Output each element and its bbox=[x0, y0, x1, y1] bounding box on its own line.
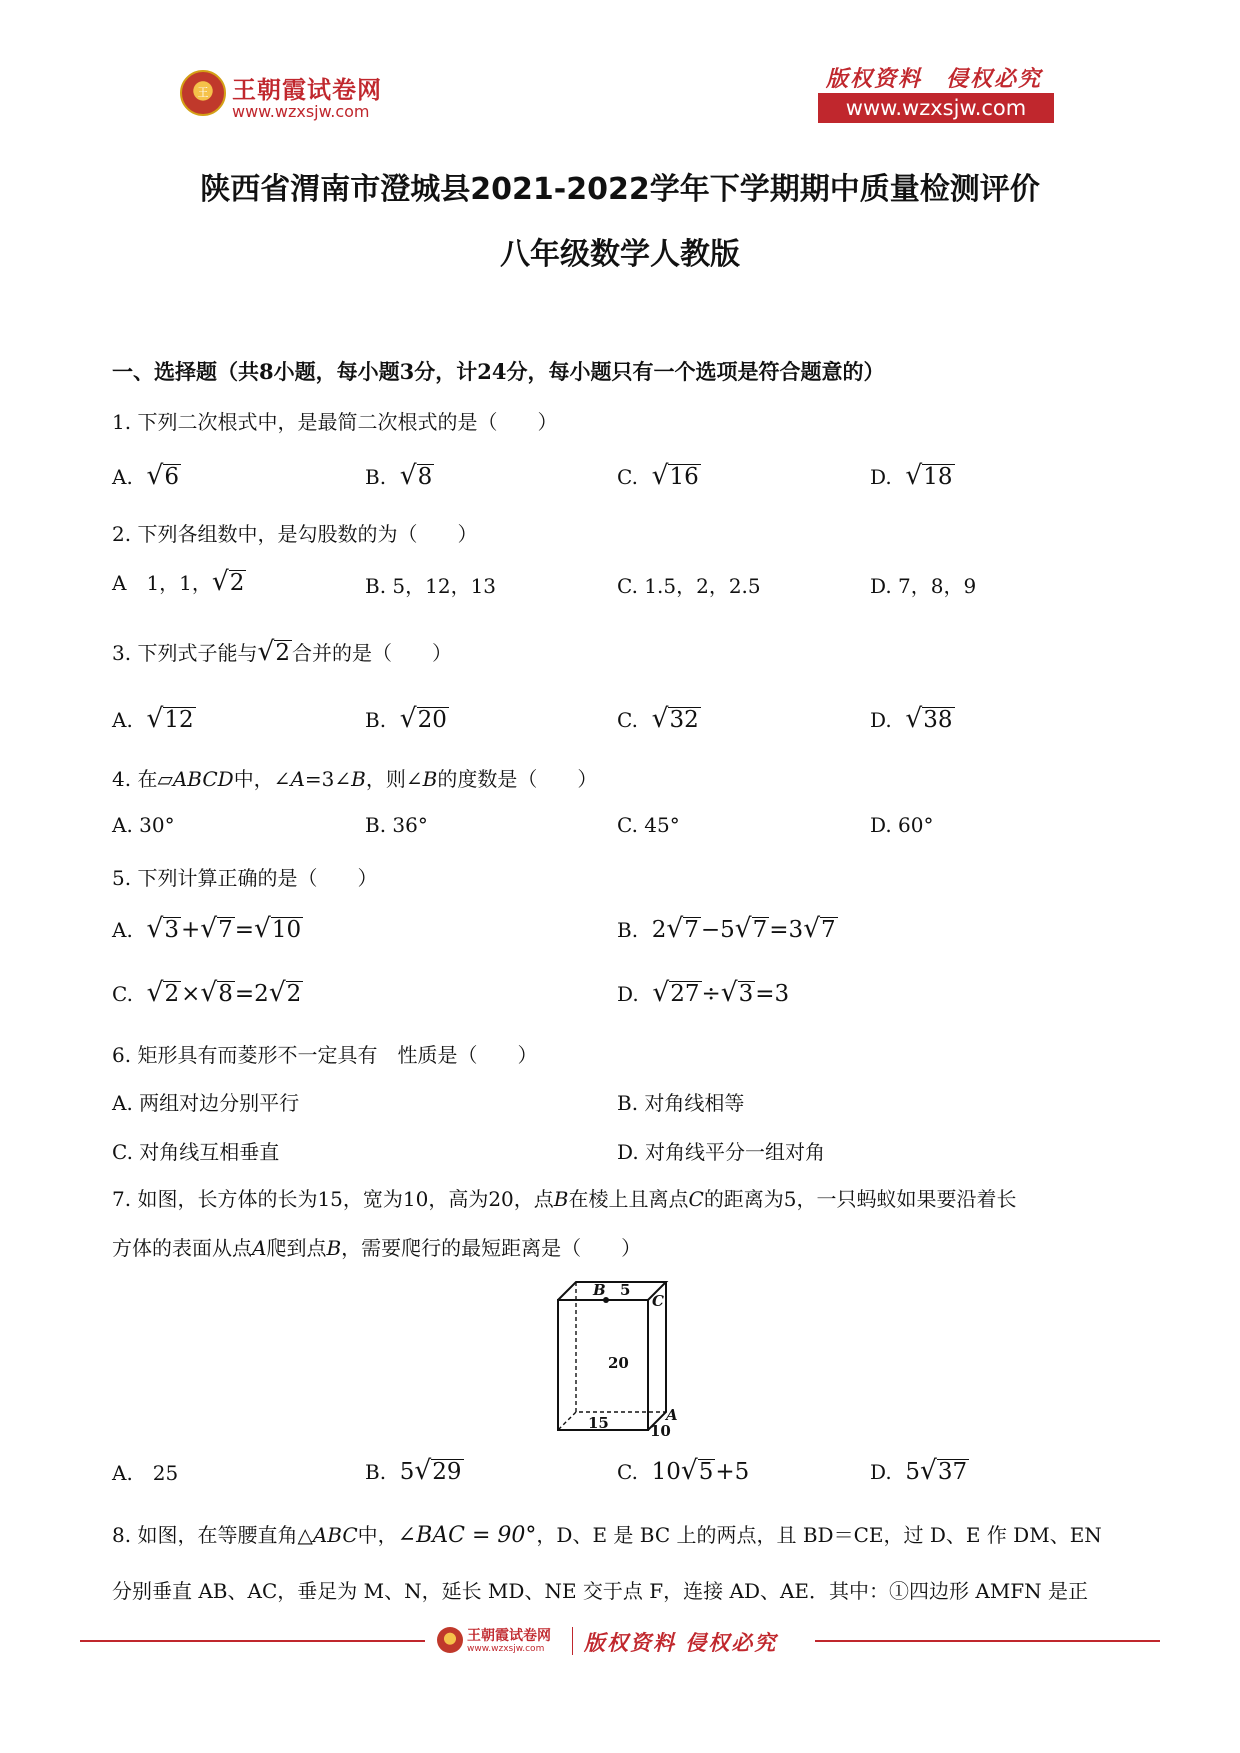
question-4-option-a: A. 30° bbox=[112, 813, 175, 837]
radicand: 8 bbox=[218, 981, 233, 1007]
footer-divider-left bbox=[80, 1640, 425, 1642]
exam-title: 陕西省渭南市澄城县2021-2022学年下学期期中质量检测评价 bbox=[200, 172, 1040, 207]
question-4-option-c: C. 45° bbox=[617, 813, 680, 837]
radicand: 32 bbox=[669, 707, 699, 733]
cuboid-hidden-edge bbox=[558, 1412, 576, 1430]
footer-divider-right bbox=[815, 1640, 1160, 1642]
option-label: C. bbox=[617, 708, 638, 732]
question-2-option-b: B. 5，12，13 bbox=[365, 574, 497, 598]
stem-var: B bbox=[351, 767, 366, 791]
label-b: B bbox=[593, 1281, 606, 1299]
cuboid-front-face bbox=[558, 1300, 648, 1430]
operator: −5 bbox=[700, 917, 735, 943]
coefficient: 2 bbox=[651, 917, 667, 943]
option-label: A. bbox=[112, 918, 133, 942]
angle-expression: ∠BAC = 90° bbox=[397, 1523, 537, 1548]
radicand: 27 bbox=[670, 981, 700, 1007]
stem-var: B bbox=[553, 1187, 569, 1211]
footer-site-url: www.wzxsjw.com bbox=[467, 1644, 545, 1654]
radicand: 18 bbox=[923, 464, 953, 490]
option-label: B. bbox=[365, 465, 387, 489]
stem-text: 的距离为5，一只蚂蚁如果要沿着长 bbox=[703, 1187, 1017, 1211]
stem-text: 爬到点 bbox=[266, 1236, 327, 1260]
stem-text: ，D、E 是 BC 上的两点，且 BD＝CE，过 D、E 作 DM、EN bbox=[536, 1523, 1102, 1547]
question-2-option-d: D. 7，8，9 bbox=[870, 574, 977, 598]
question-7-option-a: A. 25 bbox=[112, 1461, 179, 1485]
cuboid-top-face bbox=[558, 1282, 666, 1300]
question-7-option-d: D. 5√37 bbox=[870, 1455, 968, 1486]
radicand: 2 bbox=[164, 981, 180, 1007]
option-label: D. bbox=[870, 708, 892, 732]
question-2-option-a: A 1，1，√2 bbox=[112, 566, 245, 597]
option-label: A. bbox=[112, 465, 133, 489]
stem-text: ，需要爬行的最短距离是（ ） bbox=[341, 1236, 642, 1260]
question-1-option-a: A. √6 bbox=[112, 460, 179, 491]
question-3-option-a: A. √12 bbox=[112, 703, 194, 734]
question-6-option-c: C. 对角线互相垂直 bbox=[112, 1140, 280, 1164]
copyright-notice: 版权资料 侵权必究 bbox=[826, 66, 1043, 92]
radicand: 38 bbox=[923, 707, 953, 733]
radicand: 8 bbox=[417, 464, 433, 490]
operator: = bbox=[234, 917, 255, 943]
operator: =2 bbox=[234, 981, 269, 1007]
question-1-stem: 1. 下列二次根式中，是最简二次根式的是（ ） bbox=[112, 410, 558, 434]
question-6-option-b: B. 对角线相等 bbox=[617, 1091, 745, 1115]
operator: =3 bbox=[769, 917, 804, 943]
question-2-option-c: C. 1.5，2，2.5 bbox=[617, 574, 761, 598]
question-4-stem bbox=[112, 763, 597, 792]
radicand: 3 bbox=[738, 981, 754, 1007]
section-heading: 一、选择题（共8小题，每小题3分，计24分，每小题只有一个选项是符合题意的） bbox=[112, 359, 885, 384]
label-15: 15 bbox=[588, 1414, 609, 1432]
radicand: 10 bbox=[271, 917, 302, 943]
radicand: 16 bbox=[669, 464, 699, 490]
radicand: 2 bbox=[275, 640, 290, 666]
question-3-option-d: D. √38 bbox=[870, 703, 953, 734]
radicand: 2 bbox=[229, 570, 245, 596]
question-5-option-a: A. √3+√7=√10 bbox=[112, 913, 302, 944]
question-6-option-a: A. 两组对边分别平行 bbox=[112, 1091, 300, 1115]
option-label: B. bbox=[617, 918, 639, 942]
cuboid-figure bbox=[548, 1278, 698, 1438]
option-label: B. bbox=[365, 1460, 387, 1484]
stem-text: 在棱上且离点 bbox=[568, 1187, 689, 1211]
stem-text: =3∠ bbox=[304, 767, 352, 791]
question-5-option-b: B. 2√7−5√7=3√7 bbox=[617, 913, 836, 944]
operator: ÷ bbox=[701, 981, 721, 1007]
site-url: www.wzxsjw.com bbox=[232, 102, 370, 121]
option-label: C. bbox=[617, 1460, 638, 1484]
radicand: 37 bbox=[937, 1459, 968, 1485]
radicand: 29 bbox=[432, 1459, 462, 1485]
stem-text: ，则∠ bbox=[365, 767, 423, 791]
stem-var: A bbox=[252, 1236, 267, 1260]
question-8-stem-line2: 分别垂直 AB、AC，垂足为 M、N，延长 MD、NE 交于点 F，连接 AD、AE．其中：①四边形 AMFN 是正 bbox=[112, 1579, 1089, 1603]
question-7-stem-line1 bbox=[112, 1183, 1017, 1212]
stem-text: 8. 如图，在等腰直角△ bbox=[112, 1523, 313, 1547]
footer-separator bbox=[572, 1627, 573, 1655]
radicand: 7 bbox=[684, 917, 699, 943]
question-3-option-b: B. √20 bbox=[365, 703, 447, 734]
radicand: 7 bbox=[218, 917, 233, 943]
coefficient: 5 bbox=[905, 1459, 920, 1485]
question-3-stem: 3. 下列式子能与√2 合并的是（ ） bbox=[112, 636, 452, 667]
exam-subtitle: 八年级数学人教版 bbox=[500, 237, 740, 272]
label-5: 5 bbox=[620, 1281, 631, 1299]
option-text: A 1，1， bbox=[112, 571, 212, 595]
radicand: 6 bbox=[164, 464, 179, 490]
question-4-option-d: D. 60° bbox=[870, 813, 934, 837]
option-label: B. bbox=[365, 708, 387, 732]
stem-var: B bbox=[422, 767, 438, 791]
option-label: C. bbox=[112, 982, 133, 1006]
question-2-stem: 2. 下列各组数中，是勾股数的为（ ） bbox=[112, 522, 478, 546]
stem-text: 3. 下列式子能与 bbox=[112, 641, 258, 665]
radicand: 12 bbox=[164, 707, 194, 733]
logo-badge-text: 王 bbox=[197, 86, 209, 99]
question-5-option-d: D. √27÷√3=3 bbox=[617, 977, 790, 1008]
question-6-option-d: D. 对角线平分一组对角 bbox=[617, 1140, 826, 1164]
radicand: 7 bbox=[821, 917, 836, 943]
stem-text: 中， bbox=[357, 1523, 398, 1547]
question-4-option-b: B. 36° bbox=[365, 813, 428, 837]
option-label: D. bbox=[870, 465, 892, 489]
footer-site-name: 王朝霞试卷网 bbox=[467, 1628, 551, 1644]
question-1-option-d: D. √18 bbox=[870, 460, 953, 491]
url-banner: www.wzxsjw.com bbox=[818, 93, 1054, 123]
stem-text: 的度数是（ ） bbox=[437, 767, 598, 791]
radicand: 2 bbox=[286, 981, 302, 1007]
stem-var: C bbox=[688, 1187, 704, 1211]
option-label: D. bbox=[870, 1460, 892, 1484]
stem-var: A bbox=[290, 767, 305, 791]
question-8-stem-line1 bbox=[112, 1519, 1102, 1548]
stem-var: ABCD bbox=[172, 767, 234, 791]
logo-icon bbox=[180, 70, 226, 116]
operator: + bbox=[180, 917, 201, 943]
stem-text: 7. 如图，长方体的长为15，宽为10，高为20，点 bbox=[112, 1187, 554, 1211]
label-c: C bbox=[652, 1292, 664, 1310]
stem-text: 4. 在▱ bbox=[112, 767, 173, 791]
stem-text: 合并的是（ ） bbox=[291, 641, 452, 665]
question-1-option-c: C. √16 bbox=[617, 460, 699, 491]
option-label: A. bbox=[112, 708, 133, 732]
label-20: 20 bbox=[608, 1354, 629, 1372]
option-label: C. bbox=[617, 465, 638, 489]
question-5-stem: 5. 下列计算正确的是（ ） bbox=[112, 866, 378, 890]
question-7-option-c: C. 10√5+5 bbox=[617, 1455, 750, 1486]
operator: =3 bbox=[755, 981, 790, 1007]
stem-text: 中，∠ bbox=[233, 767, 291, 791]
coefficient: 10 bbox=[651, 1459, 681, 1485]
radicand: 7 bbox=[752, 917, 768, 943]
footer-logo-icon bbox=[437, 1627, 463, 1653]
stem-var: ABC bbox=[312, 1523, 358, 1547]
question-7-option-b: B. 5√29 bbox=[365, 1455, 462, 1486]
question-5-option-c: C. √2×√8=2√2 bbox=[112, 977, 302, 1008]
operator: +5 bbox=[715, 1459, 750, 1485]
radicand: 3 bbox=[164, 917, 179, 943]
question-1-option-b: B. √8 bbox=[365, 460, 433, 491]
stem-text: 方体的表面从点 bbox=[112, 1236, 252, 1260]
site-name: 王朝霞试卷网 bbox=[232, 76, 382, 104]
question-6-stem: 6. 矩形具有而菱形不一定具有 性质是（ ） bbox=[112, 1043, 538, 1067]
label-a: A bbox=[666, 1406, 678, 1424]
coefficient: 5 bbox=[399, 1459, 415, 1485]
question-3-option-c: C. √32 bbox=[617, 703, 699, 734]
stem-var: B bbox=[326, 1236, 342, 1260]
radicand: 5 bbox=[698, 1459, 714, 1485]
operator: × bbox=[181, 981, 201, 1007]
question-7-stem-line2 bbox=[112, 1232, 641, 1261]
radicand: 20 bbox=[417, 707, 447, 733]
footer-copyright: 版权资料 侵权必究 bbox=[584, 1630, 778, 1655]
option-label: D. bbox=[617, 982, 639, 1006]
label-10: 10 bbox=[650, 1422, 671, 1438]
